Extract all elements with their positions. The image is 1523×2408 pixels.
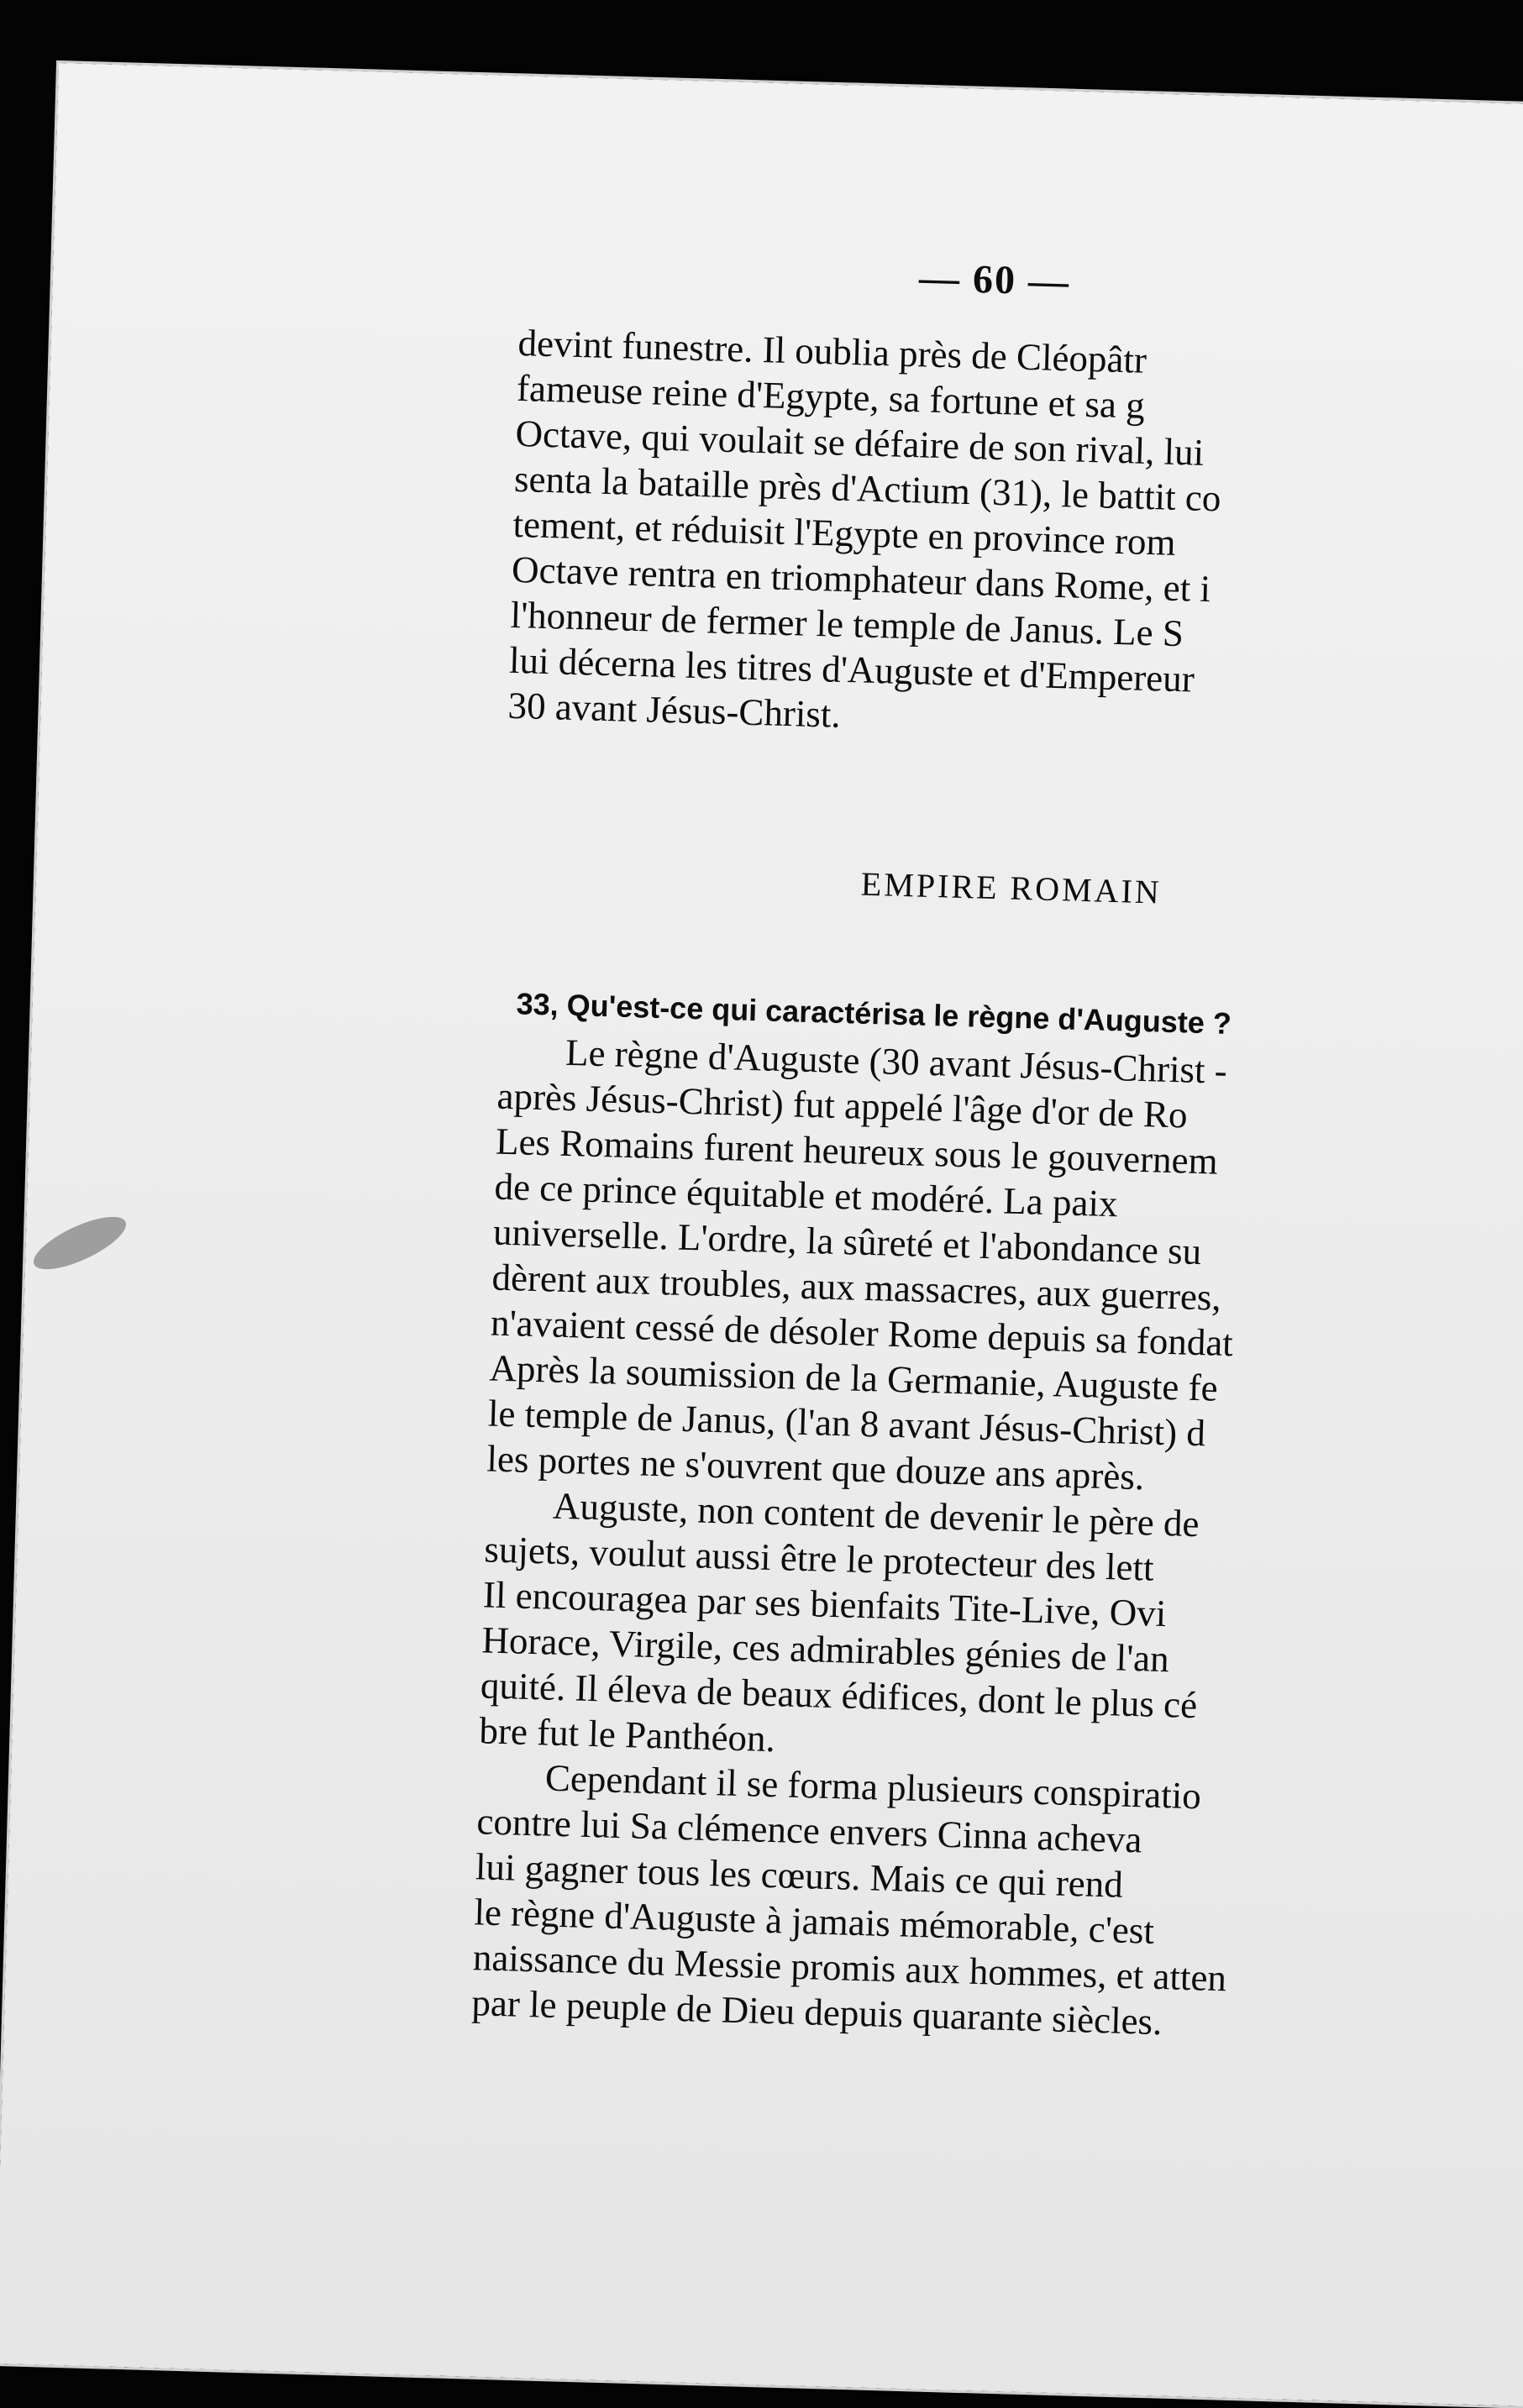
page-number: — 60 — [918,255,1071,305]
answer-paragraph: Le règne d'Auguste (30 avant Jésus-Christ - après Jésus-Christ) fut appelé l'âge d'or de Ro Les Romains furent heureux sous le gouvernem de ce prince équitable et modéré. La paix universelle. L'ordre, la sûreté et l'abondance su dèrent aux troubles, aux massacres, aux guerres, n'avaient cessé de désoler Rome depuis sa fondat Après la soumission de la Germanie, Auguste fe le temple de Janus, (l'an 8 avant Jésus-Christ) d les portes ne s'ouvrent que douze ans après. [486,1031,1234,1498]
answer-paragraph: Auguste, non content de devenir le père de sujets, voulut aussi être le protecteur des lett Il encouragea par ses bienfaits Tite-Live, Ovi Horace, Virgile, ces admirables génies de l'an quité. Il éleva de beaux édifices, dont le plus cé bre fut le Panthéon. [478,1484,1200,1760]
answer-paragraph: Cependant il se forma plusieurs conspiratio contre lui Sa clémence envers Cinna acheva lui gagner tous les cœurs. Mais ce qui rend le règne d'Auguste à jamais mémorable, c'est naissance du Messie promis aux hommes, et atten par le peuple de Dieu depuis quarante siècles. [470,1756,1227,2043]
intro-paragraph: devint funestre. Il oublia près de Cléopâtr fameuse reine d'Egypte, sa fortune et sa g Octave, qui voulait se défaire de son rival, lui senta la bataille près d'Actium (31), le battit co tement, et réduisit l'Egypte en province rom Octave rentra en triomphateur dans Rome, et i l'honneur de fermer le temple de Janus. Le S lui décerna les titres d'Auguste et d'Empereur 30 avant Jésus-Christ. [507,321,1222,736]
section-title: EMPIRE ROMAIN [860,864,1163,911]
question-heading: 33, Qu'est-ce qui caractérisa le règne d'Auguste ? [516,986,1232,1041]
page-content [471,244,1523,2054]
